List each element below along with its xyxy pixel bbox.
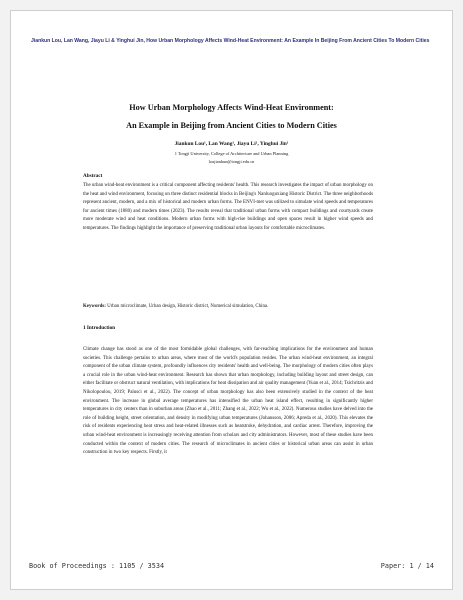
proceedings-page-counter: Book of Proceedings : 1105 / 3534 <box>29 562 165 570</box>
paper-title-line-1: How Urban Morphology Affects Wind-Heat Environment: <box>129 103 334 112</box>
abstract-heading: Abstract <box>83 173 103 179</box>
abstract-text: The urban wind-heat environment is a critical component affecting residents' health. This research investigates the impact of urban morphology on the heat and wind environment, focusing on three distinct residential blocks in Beijing's Nanluoguxiang Historic District. The three neighborhoods represent ancient, modern, and a mix of historical and modern urban forms. The ENVI-met was utilized to simulate wind speeds and temperatures for ancient times (1880) and modern times (2023). The results reveal that traditional urban forms with compact buildings and courtyards create more moderate wind and heat conditions. Modern urban forms with high-rise buildings and open spaces result in higher wind speeds and temperatures. The findings highlight the importance of preserving traditional urban layouts for comfortable microclimates. <box>83 183 373 231</box>
keywords-label: Keywords: <box>83 304 106 309</box>
running-header: Jiankun Lou, Lan Wang, Jiayu Li & Yinghui Jin, How Urban Morphology Affects Wind-Heat Environment: An Example In Beijing From Ancient Cities To Modern Cities <box>31 38 430 44</box>
affiliation: 1 Tongji University, College of Architecture and Urban Planning <box>174 151 289 156</box>
author-list: Jiankun Lou¹, Lan Wang¹, Jiayu Li¹, Yinghui Jin¹ <box>174 141 289 147</box>
author-email[interactable]: loujiankun@tongji.edu.cn <box>208 159 255 164</box>
keywords <box>83 304 373 309</box>
paper-page <box>10 10 453 590</box>
paper-title <box>31 99 432 135</box>
paper-title-line-2: An Example in Beijing from Ancient Cities to Modern Cities <box>126 121 337 130</box>
paper-page-counter: Paper: 1 / 14 <box>380 562 434 570</box>
keywords-text: Urban microclimate, Urban design, Historic district, Numerical simulation, China. <box>107 304 269 309</box>
introduction-text: Climate change has stood as one of the most formidable global challenges, with far-reaching implications for the environment and human societies. This challenge pertains to urban areas, where most of the world's population resides. The urban wind-heat environment, an integral component of the urban climate system, profoundly influences city residents' health and well-being. The morphology of modern cities often plays a crucial role in the urban wind-heat environment. Research has shown that urban morphology, including building layout and street design, can either facilitate or obstruct natural ventilation, with implications for heat dissipation and air quality management (Yuan et al., 2014; Tsichritzis and Nikolopoulou, 2019; Palusci et al., 2022). The concept of urban morphology has also been extensively studied in the context of the heat environment. The increase in global average temperatures has intensified the urban heat island effect, resulting in significantly higher temperatures in city centers than in suburban areas (Zhao et al., 2011; Zhang et al., 2022; Wu et al., 2022). Numerous studies have delved into the role of building height, street orientation, and density in modifying urban temperatures (Johansson, 2006; Apreda et al., 2020). This elevates the risk of residents experiencing heat stress and heat-related illnesses such as heatstroke, dehydration, and cardiac arrest. Therefore, improving the urban wind-heat environment is increasingly receiving attention from scholars and city administrators. However, most of these studies have been conducted within the context of modern cities. The research of microclimates in ancient cities or historical urban areas can assist in urban construction in two key respects. Firstly, it <box>83 347 373 456</box>
introduction-heading: 1 Introduction <box>83 325 116 331</box>
